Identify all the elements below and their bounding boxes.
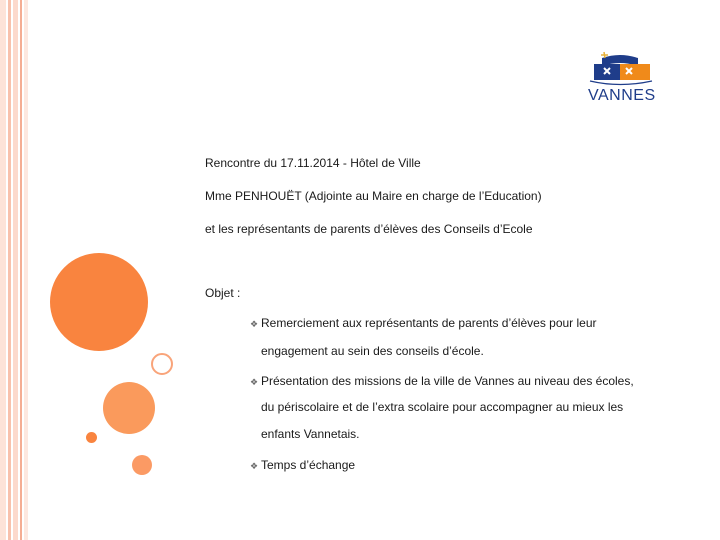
stripe <box>20 0 22 540</box>
vannes-logo <box>580 50 660 112</box>
bullet-icon: ❖ <box>250 377 259 387</box>
stripe <box>0 0 6 540</box>
list-item-text: Temps d’échange <box>261 458 356 472</box>
decorative-circle-large <box>50 253 148 351</box>
logo-wordmark: VANNES <box>588 87 656 104</box>
decorative-circle-small <box>86 432 97 443</box>
decorative-stripes <box>0 0 30 540</box>
attendee-line: Mme PENHOUËT (Adjointe au Maire en charge de l’Education) <box>205 189 542 203</box>
decorative-circle-bottom <box>132 455 152 475</box>
list-item-text: engagement au sein des conseils d’école. <box>261 344 484 358</box>
stripe <box>13 0 18 540</box>
subject-label: Objet : <box>205 286 241 300</box>
list-item-text: Présentation des missions de la ville de Vannes au niveau des écoles, <box>261 374 634 388</box>
stripe <box>8 0 11 540</box>
list-item-text: enfants Vannetais. <box>261 427 360 441</box>
list-item-text: du périscolaire et de l’extra scolaire pour accompagner au mieux les <box>261 400 624 414</box>
participants-line: et les représentants de parents d’élèves des Conseils d’Ecole <box>205 222 533 236</box>
decorative-circle-medium <box>103 382 155 434</box>
meeting-line: Rencontre du 17.11.2014 - Hôtel de Ville <box>205 156 421 170</box>
stripe <box>24 0 28 540</box>
bullet-icon: ❖ <box>250 461 259 471</box>
list-item-text: Remerciement aux représentants de parents d’élèves pour leur <box>261 316 597 330</box>
bullet-icon: ❖ <box>250 319 259 329</box>
decorative-circle-ring <box>151 353 173 375</box>
flag-icon <box>580 50 660 90</box>
